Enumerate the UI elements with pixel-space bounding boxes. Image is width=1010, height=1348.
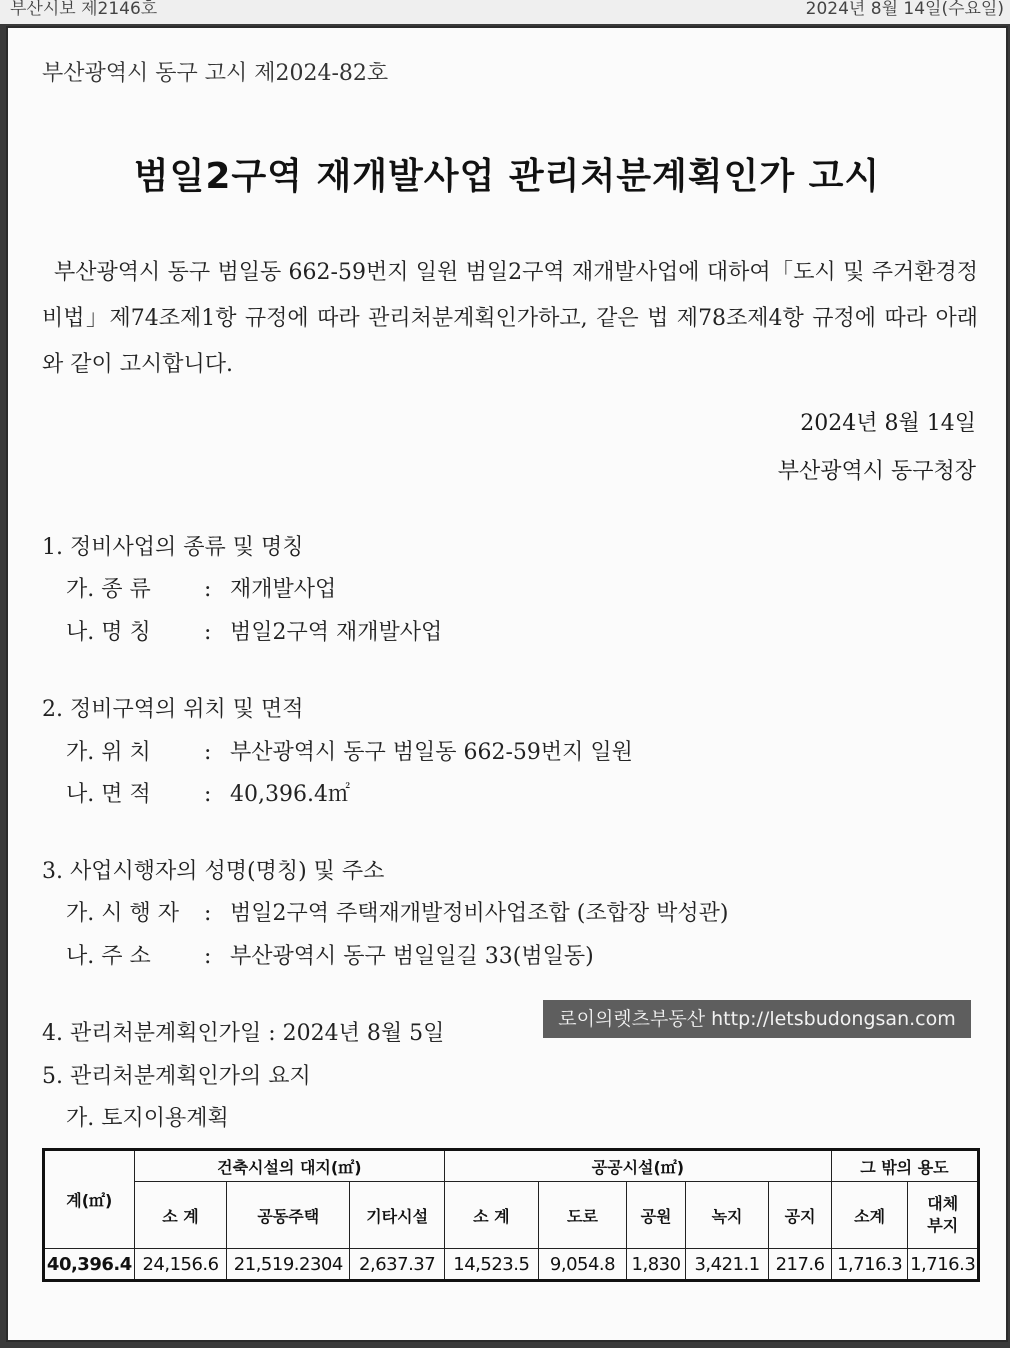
section-5-item-a: 가. 토지이용계획 <box>66 1106 229 1131</box>
table-cell: 40,396.4 <box>44 1249 135 1281</box>
section-4-title: 4. 관리처분계획인가일 : 2024년 8월 5일 <box>42 1021 445 1046</box>
table-cell: 14,523.5 <box>444 1249 538 1281</box>
notice-date: 2024년 8월 14일 <box>800 411 976 436</box>
table-subheader-row <box>44 1182 979 1249</box>
gazette-issue: 부산시보 제2146호 <box>10 0 158 19</box>
notice-body: 부산광역시 동구 범일동 662-59번지 일원 범일2구역 재개발사업에 대하여「도시 및 주거환경정비법」제74조제1항 규정에 따라 관리처분계획인가하고, 같은 법 제78조제4항 규정에 따라 아래와 같이 고시합니다. <box>42 260 978 377</box>
item-colon: : <box>204 740 212 765</box>
subheader-cell: 대체 부지 <box>908 1182 979 1249</box>
table-cell: 24,156.6 <box>134 1249 227 1281</box>
subheader-cell: 도로 <box>538 1182 627 1249</box>
section-2-item-b <box>66 777 350 808</box>
subheader-cell: 소계 <box>831 1182 908 1249</box>
item-colon: : <box>204 782 212 807</box>
subheader-cell: 소 계 <box>444 1182 538 1249</box>
table-header-row <box>44 1150 979 1182</box>
table-cell: 3,421.1 <box>685 1249 769 1281</box>
other-use-header: 그 밖의 용도 <box>831 1150 978 1182</box>
table-cell: 217.6 <box>769 1249 831 1281</box>
table-cell: 9,054.8 <box>538 1249 627 1281</box>
item-colon: : <box>204 577 212 602</box>
item-label: 나. 명 칭 <box>66 620 151 645</box>
section-3-item-a <box>66 896 728 927</box>
item-value: 부산광역시 동구 범일동 662-59번지 일원 <box>230 740 633 765</box>
subheader-cell: 공동주택 <box>227 1182 350 1249</box>
notice-signer: 부산광역시 동구청장 <box>777 459 976 484</box>
section-1-item-a <box>66 572 336 603</box>
subheader-cell: 공지 <box>769 1182 831 1249</box>
item-colon: : <box>204 944 212 969</box>
table-cell: 1,716.3 <box>831 1249 908 1281</box>
item-value: 범일2구역 주택재개발정비사업조합 (조합장 박성관) <box>230 901 729 926</box>
table-cell: 2,637.37 <box>350 1249 445 1281</box>
section-3-title: 3. 사업시행자의 성명(명칭) 및 주소 <box>42 859 385 884</box>
item-label: 나. 주 소 <box>66 944 151 969</box>
gazette-header <box>0 0 1010 24</box>
item-label: 가. 종 류 <box>66 577 151 602</box>
item-value: 범일2구역 재개발사업 <box>230 620 443 645</box>
total-header: 계(㎡) <box>44 1150 135 1249</box>
table-cell: 1,716.3 <box>908 1249 979 1281</box>
item-label: 가. 시 행 자 <box>66 901 179 926</box>
section-1-title: 1. 정비사업의 종류 및 명칭 <box>42 535 304 560</box>
section-1-item-b <box>66 615 442 646</box>
notice-page <box>6 26 1008 1342</box>
notice-title: 범일2구역 재개발사업 관리처분계획인가 고시 <box>133 156 881 197</box>
gazette-date: 2024년 8월 14일(수요일) <box>805 0 1004 19</box>
public-facility-header: 공공시설(㎡) <box>444 1150 831 1182</box>
subheader-cell: 공원 <box>627 1182 685 1249</box>
item-value: 40,396.4㎡ <box>230 782 350 807</box>
table-cell: 1,830 <box>627 1249 685 1281</box>
item-value: 부산광역시 동구 범일일길 33(범일동) <box>230 944 594 969</box>
section-2-item-a <box>66 735 633 766</box>
building-site-header: 건축시설의 대지(㎡) <box>134 1150 444 1182</box>
item-colon: : <box>204 620 212 645</box>
land-use-table <box>42 1148 980 1282</box>
table-cell: 21,519.2304 <box>227 1249 350 1281</box>
section-2-title: 2. 정비구역의 위치 및 면적 <box>42 697 304 722</box>
subheader-cell: 기타시설 <box>350 1182 445 1249</box>
section-3-item-b <box>66 939 594 970</box>
item-value: 재개발사업 <box>230 577 337 602</box>
subheader-cell: 녹지 <box>685 1182 769 1249</box>
notice-number: 부산광역시 동구 고시 제2024-82호 <box>42 61 389 86</box>
item-label: 가. 위 치 <box>66 740 151 765</box>
watermark-banner: 로이의렛츠부동산 http://letsbudongsan.com <box>543 1000 971 1038</box>
table-row <box>44 1249 979 1281</box>
subheader-cell: 소 계 <box>134 1182 227 1249</box>
item-colon: : <box>204 901 212 926</box>
item-label: 나. 면 적 <box>66 782 151 807</box>
section-5-title: 5. 관리처분계획인가의 요지 <box>42 1064 311 1089</box>
